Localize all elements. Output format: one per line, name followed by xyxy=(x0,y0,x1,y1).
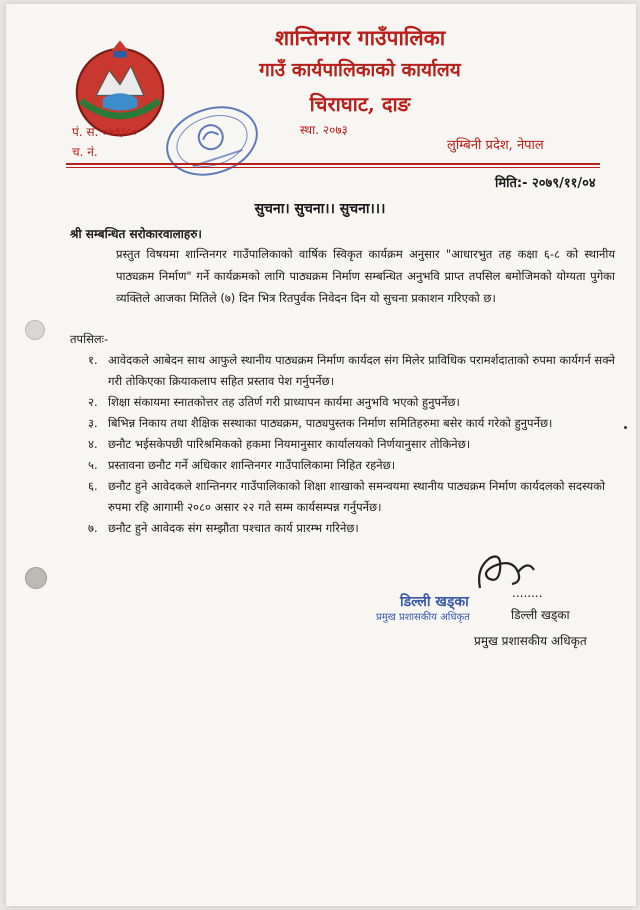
salutation: श्री सम्बन्धित सरोकारवालाहरु। xyxy=(70,227,202,241)
notice-subject: सुचना। सुचना।। सुचना।।। xyxy=(254,201,386,217)
list-item: १. आवेदकले आबेदन साथ आफुले स्थानीय पाठ्यक्रम निर्माण कार्यदल संग मिलेर प्राविधिक परामर्शदाताको रुपमा कार्यगर्न सक्ने गरी तोकिएका क्रियाकलाप सहित प्रस्ताव पेश गर्नुपर्नेछ। xyxy=(88,353,615,388)
list-item: २. शिक्षा संकायमा स्नातकोत्तर तह उतिर्ण गरी प्राध्यापन कार्यमा अनुभवि भएको हुनुपर्नेछ। xyxy=(88,395,460,409)
list-item: ६. छनौट हुने आवेदकले शान्तिनगर गाउँपालिकाको शिक्षा शाखाको समन्वयमा स्थानीय पाठ्यक्रम निर्माण कार्यदलको सदस्यको रुपमा रहि आगामी २०८० असार २२ गते सम्म कार्यसम्पन्न गर्नुपर्नेछ। xyxy=(88,479,605,514)
list-item: ५. प्रस्तावना छनौट गर्ने अधिकार शान्तिनगर गाउँपालिकामा निहित रहनेछ। xyxy=(88,458,396,472)
office-name: गाउँ कार्यपालिकाको कार्यालय xyxy=(259,59,461,81)
list-item: ७. छनौट हुने आवेदक संग सम्झौता पश्चात कार्य प्रारम्भ गरिनेछ। xyxy=(88,521,359,535)
punch-hole xyxy=(25,567,47,589)
stamp-officer-name: डिल्ली खड्का xyxy=(400,594,469,610)
punch-hole xyxy=(25,320,45,340)
notice-body xyxy=(70,243,615,309)
notice-date: मिति:- २०७९/११/०४ xyxy=(495,176,596,191)
stamp-officer-title: प्रमुख प्रशासकीय अधिकृत xyxy=(376,612,470,623)
ink-speck xyxy=(624,426,627,429)
signatory-title: प्रमुख प्रशासकीय अधिकृत xyxy=(474,634,587,648)
list-item: ४. छनौट भईसकेपछी पारिश्रमिकको हकमा नियमानुसार कार्यालयको निर्णयानुसार तोकिनेछ। xyxy=(88,437,471,451)
province-label: लुम्बिनी प्रदेश, नेपाल xyxy=(447,138,544,153)
established-year: स्था. २०७३ xyxy=(300,123,348,137)
dispatch-number: च. नं. xyxy=(72,145,98,159)
signature-dots: ........ xyxy=(512,586,543,600)
office-location: चिराघाट, दाङ xyxy=(309,92,411,116)
header-divider-thin xyxy=(66,167,600,168)
list-item: ३. बिभिन्न निकाय तथा शैक्षिक सस्थाका पाठ्यक्रम, पाठ्यपुस्तक निर्माण समितिहरुमा बसेर कार्य गरेको हुनुपर्नेछ। xyxy=(88,416,553,430)
signatory-name: डिल्ली खड्का xyxy=(511,608,570,622)
details-label: तपसिलः- xyxy=(70,332,109,346)
municipality-name: शान्तिनगर गाउँपालिका xyxy=(274,25,446,50)
body-paragraph: प्रस्तुत विषयमा शान्तिनगर गाउँपालिकाको वार्षिक स्विकृत कार्यक्रम अनुसार "आधारभुत तह कक्षा ६-८ को स्थानीय पाठ्यक्रम निर्माण" गर्ने कार्यक्रमको लागि पाठ्यक्रम निर्माण सम्बन्धित अनुभवि प्राप्त तपसिल बमोजिमको योग्यता पुगेका व्यक्तिले आजका मितिले (७) दिन भित्र रितपुर्वक निवेदन दिन यो सुचना प्रकाशन गरिएको छ। xyxy=(116,247,615,305)
requirements-list xyxy=(88,350,615,539)
reference-number: पं. स. ०७९/८० xyxy=(72,125,138,139)
header-divider xyxy=(66,163,600,165)
